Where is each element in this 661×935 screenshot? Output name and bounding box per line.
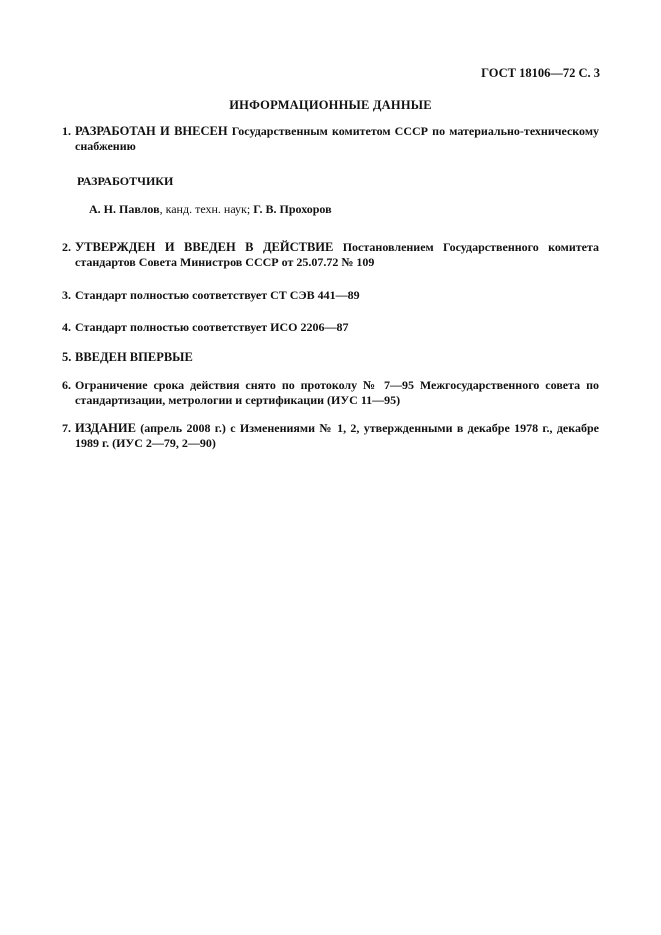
item-number: 5.	[62, 350, 72, 364]
list-item-5	[62, 350, 599, 365]
developer-name: А. Н. Павлов	[89, 202, 160, 216]
item-lead: ИЗДАНИЕ	[75, 421, 136, 435]
item-text: Государственным комитетом СССР по материально-техническому снабжению	[75, 124, 599, 153]
item-text: Стандарт полностью соответствует ИСО 2206—87	[75, 320, 349, 334]
developer-name: Г. В. Прохоров	[253, 202, 332, 216]
item-text: Постановлением Государственного комитета стандартов Совета Министров СССР от 25.07.72 № 109	[75, 240, 599, 269]
item-number: 7.	[62, 421, 71, 435]
information-list	[62, 124, 599, 451]
list-item-3	[62, 288, 599, 303]
list-item-7	[62, 421, 599, 451]
item-number: 1.	[62, 124, 71, 138]
item-lead: РАЗРАБОТАН И ВНЕСЕН	[75, 124, 228, 138]
developers-heading: РАЗРАБОТЧИКИ	[77, 174, 174, 188]
item-lead: УТВЕРЖДЕН И ВВЕДЕН В ДЕЙСТВИЕ	[75, 240, 334, 254]
item-text: Ограничение срока действия снято по протоколу № 7—95 Межгосударственного совета по стандартизации, метрологии и сертификации (ИУС 11—95)	[75, 378, 599, 407]
list-item-2	[62, 240, 599, 270]
developers-list	[89, 202, 599, 217]
item-lead: ВВЕДЕН ВПЕРВЫЕ	[75, 350, 193, 364]
section-title: ИНФОРМАЦИОННЫЕ ДАННЫЕ	[229, 98, 432, 112]
list-item-4	[62, 320, 599, 335]
item-text: (апрель 2008 г.) с Изменениями № 1, 2, утвержденными в декабре 1978 г., декабре 1989 г. (ИУС 2—79, 2—90)	[75, 421, 599, 450]
standard-page-code: ГОСТ 18106—72 С. 3	[481, 66, 600, 80]
list-item-1	[62, 124, 599, 154]
list-item-6	[62, 378, 599, 408]
item-text: Стандарт полностью соответствует СТ СЭВ 441—89	[75, 288, 360, 302]
item-number: 4.	[62, 320, 71, 334]
item-number: 2.	[62, 240, 71, 254]
item-number: 3.	[62, 288, 71, 302]
item-number: 6.	[62, 378, 71, 392]
developer-degree: , канд. техн. наук;	[159, 202, 254, 216]
